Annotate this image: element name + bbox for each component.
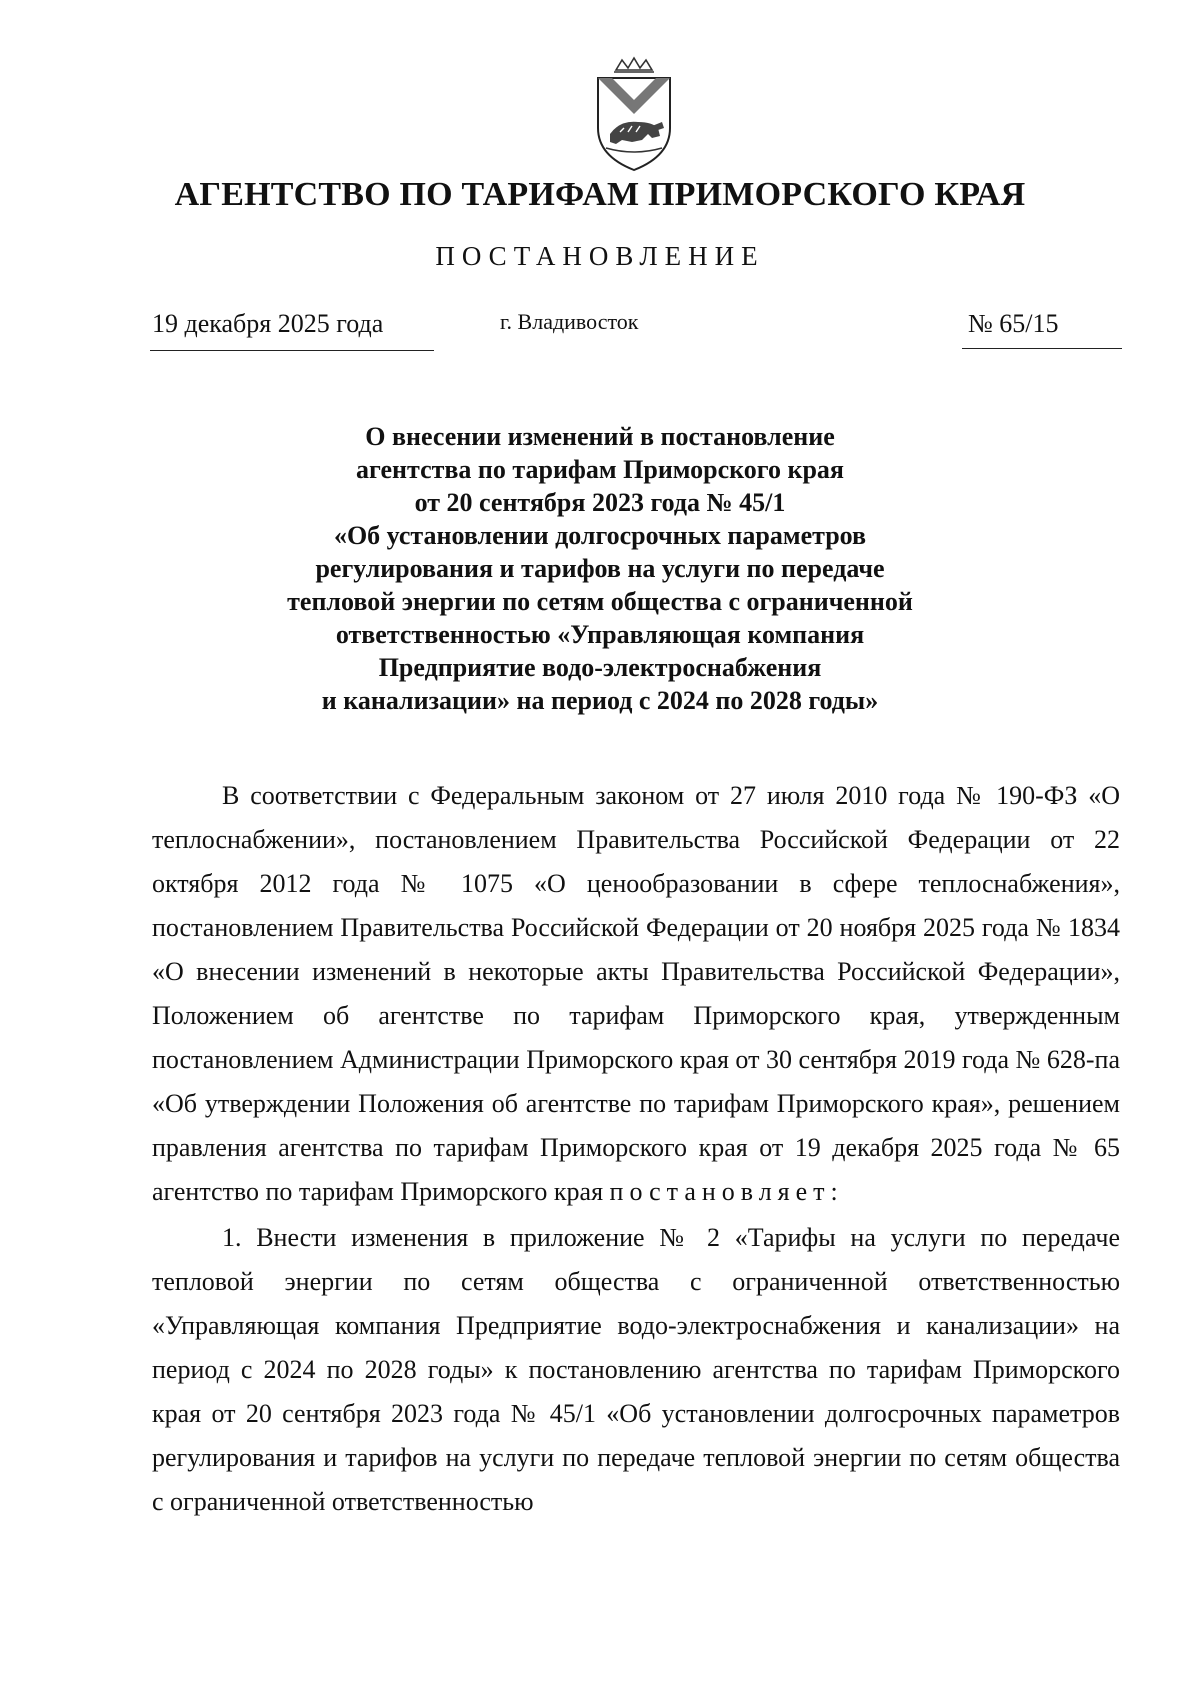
item-1-text: 1. Внести изменения в приложение № 2 «Тарифы на услуги по передаче тепловой энергии по сетям общества с ограниченной ответственностью «Управляющая компания Предприятие водо-электроснабжения и канализации» на период с 2024 по 2028 годы» к постановлению агентства по тарифам Приморского края от 20 сентября 2023 года № 45/1 «Об установлении долгосрочных параметров регулирования и тарифов на услуги по передаче тепловой энергии по сетям общества с ограниченной ответственностью bbox=[152, 1223, 1120, 1516]
document-number: № 65/15 bbox=[968, 309, 1059, 338]
subject-line: тепловой энергии по сетям общества с ограниченной bbox=[287, 587, 913, 616]
date-underline bbox=[150, 350, 434, 351]
decree-word: постановляет: bbox=[609, 1177, 844, 1206]
document-date: 19 декабря 2025 года bbox=[152, 309, 384, 338]
subject-line: и канализации» на период с 2024 по 2028 годы» bbox=[321, 686, 879, 715]
number-underline bbox=[962, 348, 1122, 349]
coat-of-arms-icon bbox=[586, 56, 682, 174]
body-paragraph-preamble bbox=[152, 774, 1120, 1214]
subject-line: регулирования и тарифов на услуги по передаче bbox=[315, 554, 885, 583]
body-paragraph-item-1 bbox=[152, 1216, 1120, 1524]
subject-line: агентства по тарифам Приморского края bbox=[356, 455, 844, 484]
document-subject bbox=[150, 420, 1050, 717]
subject-line: «Об установлении долгосрочных параметров bbox=[333, 521, 867, 550]
document-type: ПОСТАНОВЛЕНИЕ bbox=[435, 241, 765, 271]
preamble-text: В соответствии с Федеральным законом от 27 июля 2010 года № 190-ФЗ «О теплоснабжении», постановлением Правительства Российской Федерации от 22 октября 2012 года № 1075 «О ценообразовании в сфере теплоснабжения», постановлением Правительства Российской Федерации от 20 ноября 2025 года № 1834 «О внесении изменений в некоторые акты Правительства Российской Федерации», Положением об агентстве по тарифам Приморского края, утвержденным постановлением Администрации Приморского края от 30 сентября 2019 года № 628-па «Об утверждении Положения об агентстве по тарифам Приморского края», решением правления агентства по тарифам Приморского края от 19 декабря 2025 года № 65 агентство по тарифам Приморского края bbox=[152, 781, 1120, 1206]
document-body bbox=[152, 774, 1120, 1526]
subject-line: от 20 сентября 2023 года № 45/1 bbox=[414, 488, 786, 517]
subject-line: ответственностью «Управляющая компания bbox=[335, 620, 865, 649]
subject-line: О внесении изменений в постановление bbox=[365, 422, 835, 451]
agency-title: АГЕНТСТВО ПО ТАРИФАМ ПРИМОРСКОГО КРАЯ bbox=[174, 176, 1026, 213]
subject-line: Предприятие водо-электроснабжения bbox=[378, 653, 822, 682]
document-city: г. Владивосток bbox=[500, 309, 639, 334]
